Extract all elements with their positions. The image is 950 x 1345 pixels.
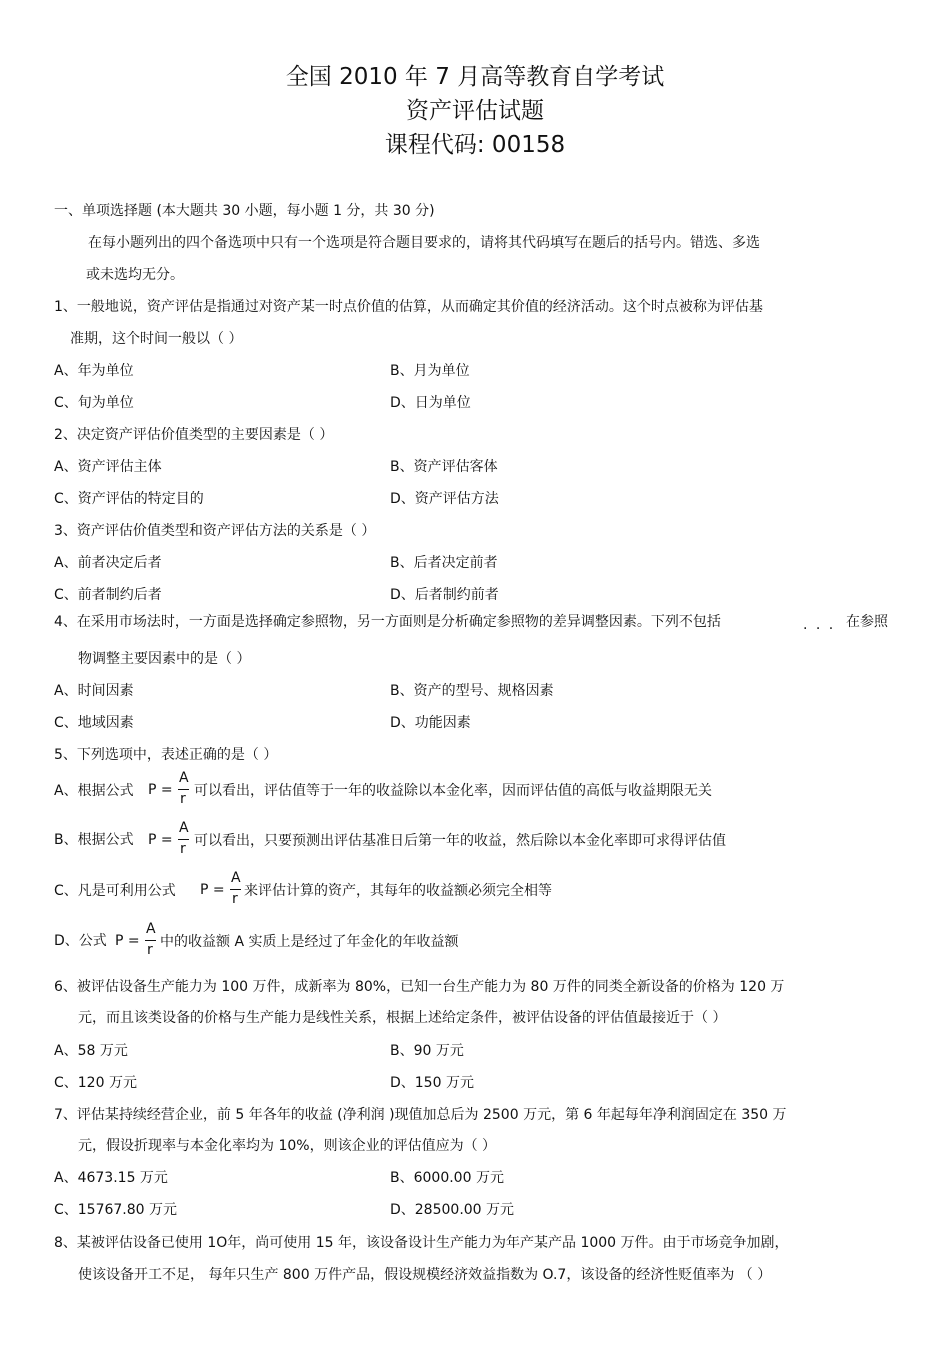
option-b: B、资产的型号、规格因素	[390, 683, 554, 699]
option-b: B、后者决定前者	[390, 555, 498, 571]
formula-denominator: r	[232, 891, 238, 907]
option-d: D、28500.00 万元	[390, 1202, 515, 1218]
section-instructions-2: 或未选均无分。	[86, 267, 184, 283]
emphasis-dots: . . .	[803, 617, 836, 633]
section-instructions-1: 在每小题列出的四个备选项中只有一个选项是符合题目要求的，请将其代码填写在题后的括号内。错选、多选	[88, 235, 760, 251]
section-heading: 一、单项选择题 (本大题共 30 小题，每小题 1 分，共 30 分)	[54, 203, 435, 219]
formula-numerator: A	[231, 870, 241, 886]
option-b: B、90 万元	[390, 1043, 464, 1059]
option-a: A、58 万元	[54, 1043, 128, 1059]
formula-numerator: A	[146, 921, 156, 937]
option-a: A、前者决定后者	[54, 555, 162, 571]
option-c: C、15767.80 万元	[54, 1202, 178, 1218]
formula-denominator: r	[180, 841, 186, 857]
option-b: B、6000.00 万元	[390, 1170, 504, 1186]
question-stem-cont: 使该设备开工不足， 每年只生产 800 万件产品，假设规模经济效益指数为 O.7，该设备的经济性贬值率为 （ ）	[78, 1267, 772, 1283]
option-c: C、资产评估的特定目的	[54, 491, 204, 507]
option-c: C、凡是可利用公式	[54, 883, 176, 899]
formula-denominator: r	[147, 942, 153, 958]
formula-numerator: A	[179, 770, 189, 786]
formula-lhs: P =	[148, 832, 173, 848]
course-code: 课程代码: 00158	[384, 132, 566, 158]
fraction-bar	[178, 789, 189, 790]
question-stem-cont: 物调整主要因素中的是（ ）	[78, 651, 251, 667]
option-c: C、地域因素	[54, 715, 134, 731]
fraction-bar	[230, 889, 241, 890]
subject-title: 资产评估试题	[406, 98, 544, 124]
formula-lhs: P =	[200, 882, 225, 898]
option-d: D、功能因素	[390, 715, 471, 731]
option-b: B、根据公式	[54, 832, 134, 848]
exam-title: 全国 2010 年 7 月高等教育自学考试	[285, 64, 665, 90]
option-d: D、后者制约前者	[390, 587, 499, 603]
formula-lhs: P =	[148, 782, 173, 798]
option-a: A、时间因素	[54, 683, 134, 699]
formula-lhs: P =	[115, 933, 140, 949]
question-stem: 3、资产评估价值类型和资产评估方法的关系是（ ）	[54, 523, 376, 539]
option-a: A、4673.15 万元	[54, 1170, 168, 1186]
question-stem: 1、一般地说，资产评估是指通过对资产某一时点价值的估算，从而确定其价值的经济活动。这个时点被称为评估基	[54, 299, 763, 315]
option-c: C、前者制约后者	[54, 587, 162, 603]
fraction-bar	[145, 940, 156, 941]
question-stem: 8、某被评估设备已使用 1O年，尚可使用 15 年，该设备设计生产能力为年产某产品 1000 万件。由于市场竞争加剧，	[54, 1235, 789, 1251]
formula-denominator: r	[180, 791, 186, 807]
question-stem-cont: 元，假设折现率与本金化率均为 10%，则该企业的评估值应为（ ）	[78, 1138, 497, 1154]
option-a: A、根据公式	[54, 783, 134, 799]
question-stem-cont: 元，而且该类设备的价格与生产能力是线性关系，根据上述给定条件，被评估设备的评估值最接近于（ ）	[78, 1010, 727, 1026]
question-stem-end: 在参照	[846, 614, 888, 630]
question-stem: 6、被评估设备生产能力为 100 万件，成新率为 80%，已知一台生产能力为 80 万件的同类全新设备的价格为 120 万	[54, 979, 785, 995]
option-d-text: 中的收益额 A 实质上是经过了年金化的年收益额	[160, 934, 459, 950]
fraction-bar	[178, 839, 189, 840]
question-stem: 7、评估某持续经营企业，前 5 年各年的收益 (净利润 )现值加总后为 2500 万元，第 6 年起每年净利润固定在 350 万	[54, 1107, 787, 1123]
option-c-text: 来评估计算的资产，其每年的收益额必须完全相等	[244, 883, 552, 899]
question-stem-cont: 准期，这个时间一般以（ ）	[70, 331, 243, 347]
option-a-text: 可以看出，评估值等于一年的收益除以本金化率，因而评估值的高低与收益期限无关	[194, 783, 712, 799]
option-b-text: 可以看出，只要预测出评估基准日后第一年的收益，然后除以本金化率即可求得评估值	[194, 833, 726, 849]
option-c: C、旬为单位	[54, 395, 134, 411]
question-stem: 5、下列选项中，表述正确的是（ ）	[54, 747, 278, 763]
question-stem: 4、在采用市场法时，一方面是选择确定参照物，另一方面则是分析确定参照物的差异调整因素。下列不包括	[54, 614, 721, 630]
question-stem: 2、决定资产评估价值类型的主要因素是（ ）	[54, 427, 334, 443]
option-d: D、公式	[54, 933, 107, 949]
option-d: D、日为单位	[390, 395, 471, 411]
option-d: D、150 万元	[390, 1075, 474, 1091]
option-b: B、资产评估客体	[390, 459, 498, 475]
formula-numerator: A	[179, 820, 189, 836]
option-a: A、资产评估主体	[54, 459, 162, 475]
option-d: D、资产评估方法	[390, 491, 499, 507]
option-a: A、年为单位	[54, 363, 134, 379]
option-b: B、月为单位	[390, 363, 470, 379]
option-c: C、120 万元	[54, 1075, 137, 1091]
